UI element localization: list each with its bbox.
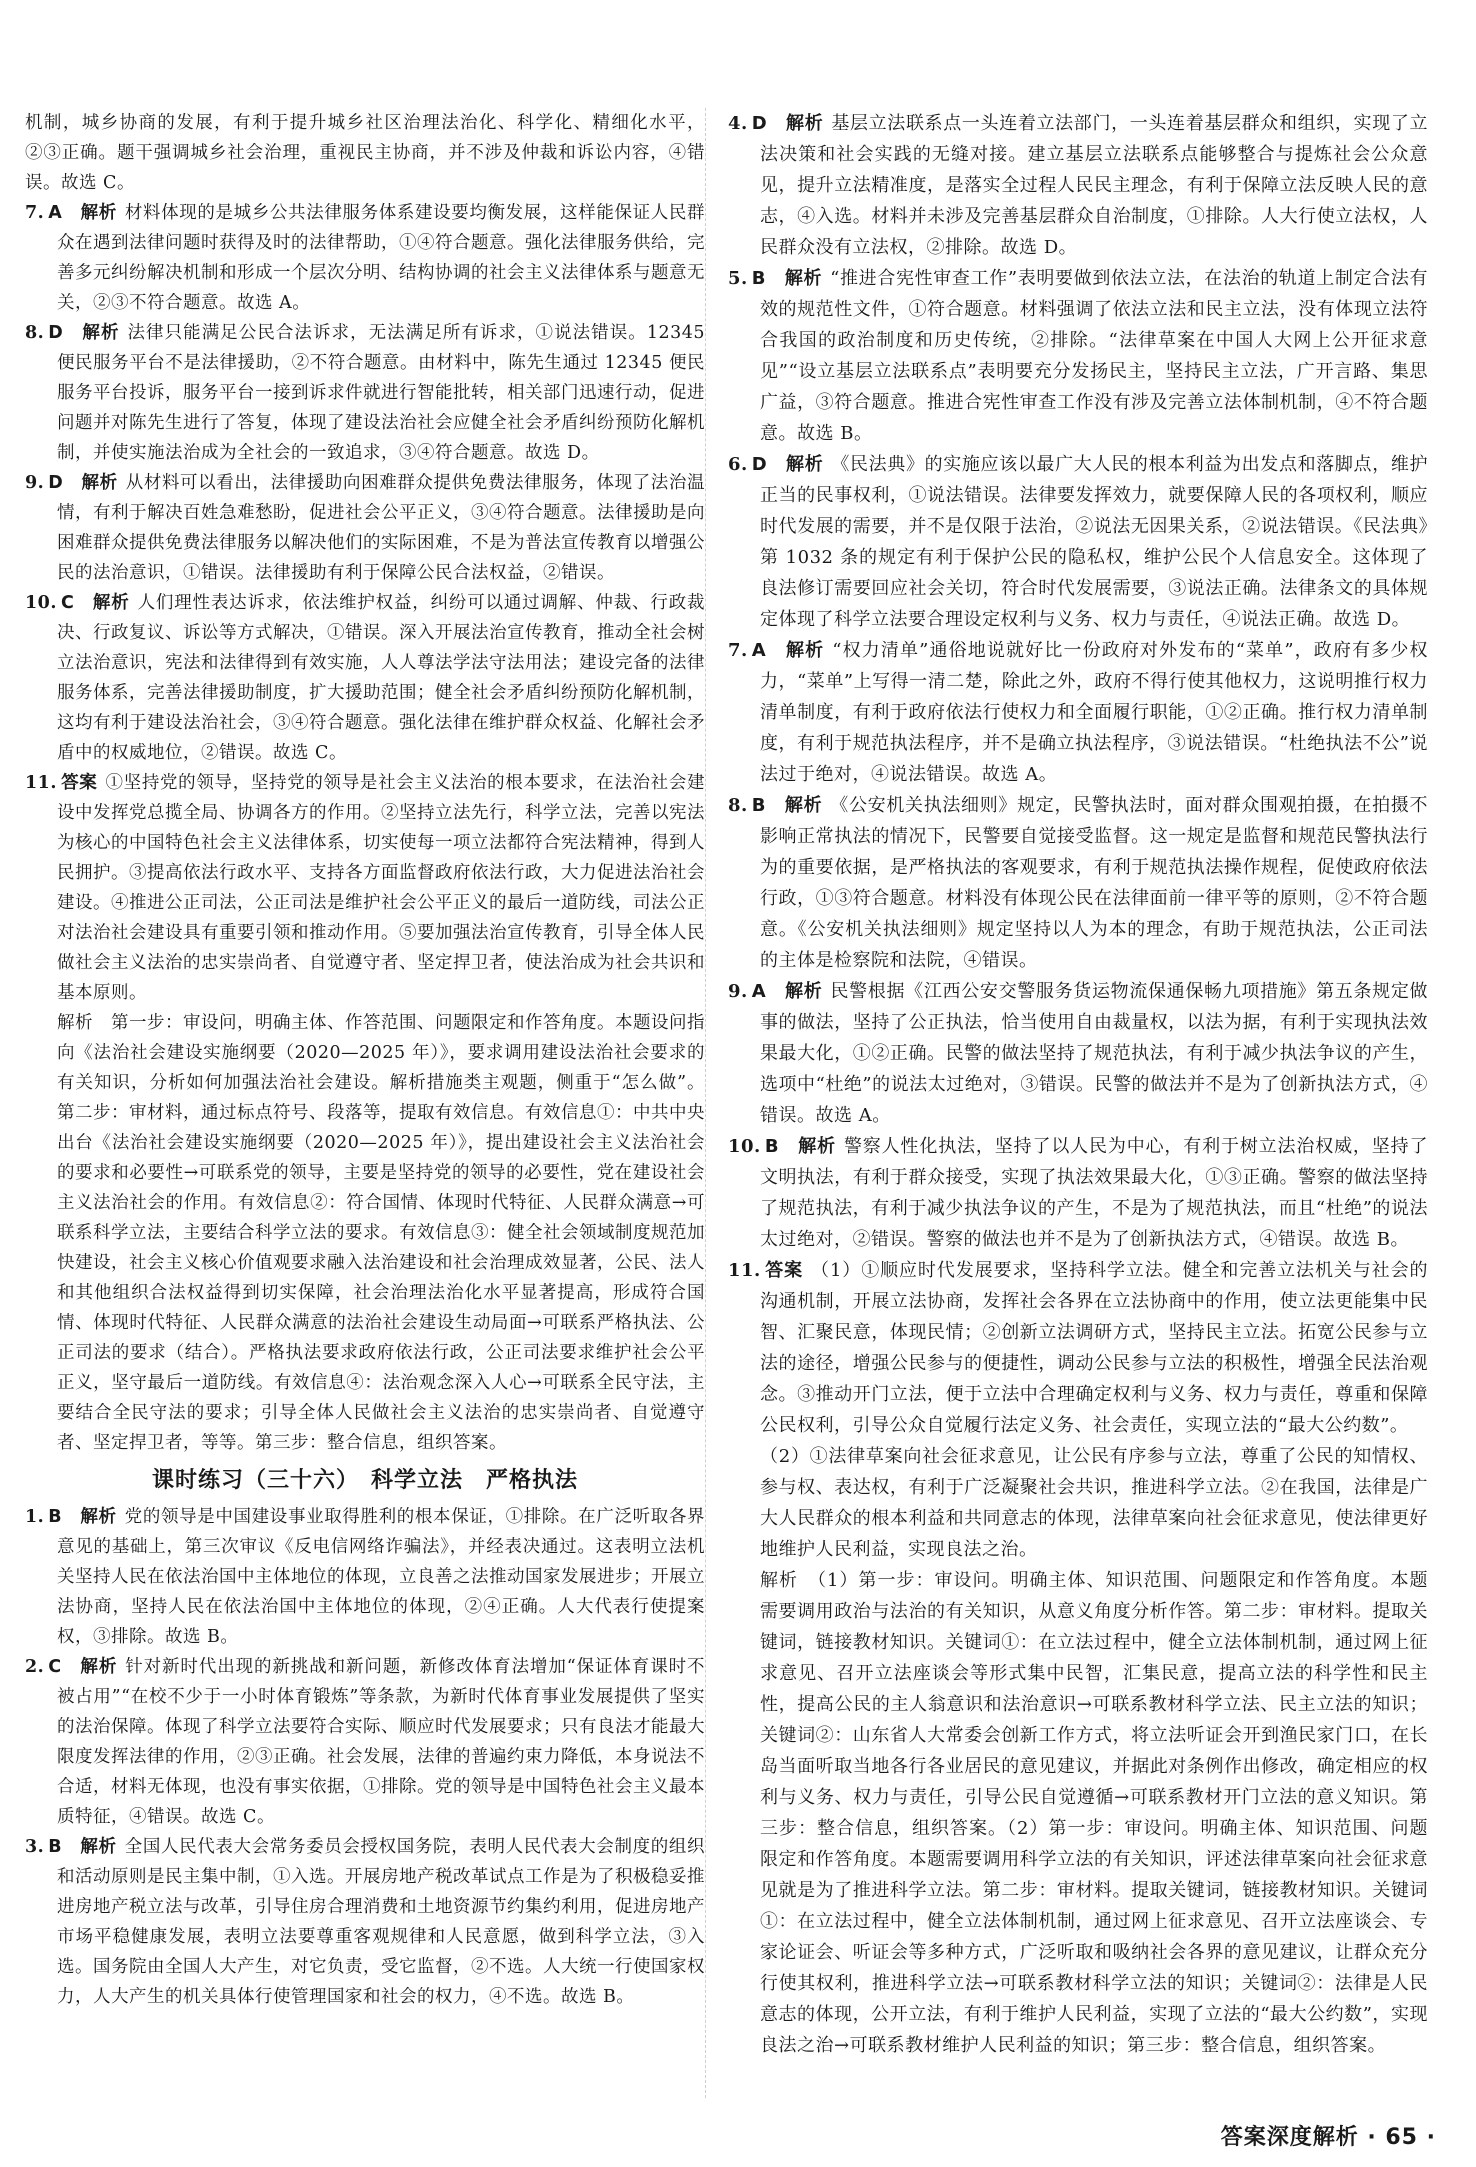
item-number: 8. xyxy=(25,323,45,343)
answer-item xyxy=(25,768,705,1008)
answer-item xyxy=(25,588,705,768)
item-text: 基层立法联系点一头连着立法部门，一头连着基层群众和组织，实现了立法决策和社会实践的无缝对接。建立基层立法联系点能够整合与提炼社会公众意见，提升立法精准度，是落实全过程人民民主理念，有利于保障立法反映人民的意志，④入选。材料并未涉及完善基层群众自治制度，①排除。人大行使立法权，人民群众没有立法权，②排除。故选 D。 xyxy=(760,113,1428,258)
answer-item xyxy=(728,976,1428,1131)
answer-item xyxy=(25,1502,705,1652)
item-tag: C 解析 xyxy=(60,593,130,613)
item-tag: D 解析 xyxy=(48,473,118,493)
item-text: （1）①顺应时代发展要求，坚持科学立法。健全和完善立法机关与社会的沟通机制，开展立法协商，发挥社会各界在立法协商中的作用，使立法更能集中民智、汇聚民意，体现民情；②创新立法调研方式，坚持民主立法。拓宽公民参与立法的途径，增强公民参与的便捷性，调动公民参与立法的积极性，增强全民法治观念。③推动开门立法，便于立法中合理确定权利与义务、权力与责任，尊重和保障公民权利，引导公众自觉履行法定义务、社会责任，实现立法的“最大公约数”。 xyxy=(760,1260,1428,1436)
item-tag: B 解析 xyxy=(48,1507,117,1527)
section-heading: 课时练习（三十六） 科学立法 严格执法 xyxy=(151,1468,578,1493)
column-divider xyxy=(705,108,706,2098)
item-number: 9. xyxy=(25,473,45,493)
answer-item xyxy=(728,635,1428,790)
item-tag: B 解析 xyxy=(751,268,823,289)
item-number: 8. xyxy=(728,795,748,816)
answer-item xyxy=(25,468,705,588)
item-tag: C 解析 xyxy=(48,1657,118,1677)
item-text: 警察人性化执法，坚持了以人民为中心，有利于树立法治权威，坚持了文明执法，有利于群众接受，实现了执法效果最大化，①③正确。警察的做法坚持了规范执法，有利于减少执法争议的产生，不是为了规范执法，而且“杜绝”的说法太过绝对，②错误。警察的做法也并不是为了创新执法方式，④错误。故选 B。 xyxy=(760,1136,1428,1250)
item-number: 10. xyxy=(728,1136,761,1157)
item-number: 3. xyxy=(25,1837,45,1857)
answer-item xyxy=(25,1652,705,1832)
item-number: 10. xyxy=(25,593,57,613)
item-tag: D 解析 xyxy=(751,454,824,475)
item-tag: 答案 xyxy=(60,773,98,793)
item-number: 9. xyxy=(728,981,748,1002)
item-text: “权力清单”通俗地说就好比一份政府对外发布的“菜单”，政府有多少权力，“菜单”上写得一清二楚，除此之外，政府不得行使其他权力，这说明推行权力清单制度，有利于政府依法行使权力和全面履行职能，①②正确。推行权力清单制度，有利于规范执法程序，并不是确立执法程序，③说法错误。“杜绝执法不公”说法过于绝对，④说法错误。故选 A。 xyxy=(760,640,1428,785)
answer-item xyxy=(728,790,1428,976)
item-text: 材料体现的是城乡公共法律服务体系建设要均衡发展，这样能保证人民群众在遇到法律问题时获得及时的法律帮助，①④符合题意。强化法律服务供给，完善多元纠纷解决机制和形成一个层次分明、结构协调的社会主义法律体系与题意无关，②③不符合题意。故选 A。 xyxy=(57,203,705,313)
item-text: 民警根据《江西公安交警服务货运物流保通保畅九项措施》第五条规定做事的做法，坚持了公正执法，恰当使用自由裁量权，以法为据，有利于实现执法效果最大化，①②正确。民警的做法坚持了规范执法，有利于减少执法争议的产生，选项中“杜绝”的说法太过绝对，③错误。民警的做法并不是为了创新执法方式，④错误。故选 A。 xyxy=(760,981,1428,1126)
item-tag: B 解析 xyxy=(764,1136,836,1157)
item-text: 从材料可以看出，法律援助向困难群众提供免费法律服务，体现了法治温情，有利于解决百姓急难愁盼，促进社会公平正义，③④符合题意。法律援助是向困难群众提供免费法律服务以解决他们的实际困难，不是为普法宣传教育以增强公民的法治意识，①错误。法律援助有利于保障公民合法权益，②错误。 xyxy=(57,473,705,583)
item-tag: D 解析 xyxy=(751,113,824,134)
item-number: 7. xyxy=(728,640,748,661)
right-column xyxy=(728,108,1428,2061)
continued-answer: 机制，城乡协商的发展，有利于提升城乡社区治理法治化、科学化、精细化水平，②③正确。题干强调城乡社会治理，重视民主协商，并不涉及仲裁和诉讼内容，④错误。故选 C。 xyxy=(25,113,705,193)
answer-item xyxy=(728,1131,1428,1255)
item-tag: A 解析 xyxy=(751,981,823,1002)
item-text: 党的领导是中国建设事业取得胜利的根本保证，①排除。在广泛听取各界意见的基础上，第三次审议《反电信网络诈骗法》，并经表决通过。这表明立法机关坚持人民在依法治国中主体地位的体现，立良善之法推动国家发展进步；开展立法协商，坚持人民在依法治国中主体地位的体现，②④正确。人大代表行使提案权，③排除。故选 B。 xyxy=(57,1507,706,1647)
item-number: 7. xyxy=(25,203,45,223)
answer-item xyxy=(728,1255,1428,1441)
item-tag: A 解析 xyxy=(751,640,825,661)
item-tag: A 解析 xyxy=(48,203,117,223)
item-tag: B 解析 xyxy=(751,795,823,816)
item-number: 2. xyxy=(25,1657,45,1677)
item-text: 人们理性表达诉求，依法维护权益，纠纷可以通过调解、仲裁、行政裁决、行政复议、诉讼等方式解决，①错误。深入开展法治宣传教育，推动全社会树立法治意识，宪法和法律得到有效实施，人人尊法学法守法用法；建设完备的法律服务体系，完善法律援助制度，扩大援助范围；健全社会矛盾纠纷预防化解机制，这均有利于建设法治社会，③④符合题意。强化法律在维护群众权益、化解社会矛盾中的权威地位，②错误。故选 C。 xyxy=(57,593,706,763)
answer-item xyxy=(25,318,705,468)
answer-item xyxy=(728,108,1428,263)
item-number: 1. xyxy=(25,1507,45,1527)
item-text: 《民法典》的实施应该以最广大人民的根本利益为出发点和落脚点，维护正当的民事权利，①说法错误。法律要发挥效力，就要保障人民的各项权利，顺应时代发展的需要，并不是仅限于法治，②说法无因果关系，②说法错误。《民法典》第 1032 条的规定有利于保护公民的隐私权，维护公民个人信息安全。这体现了良法修订需要回应社会关切，符合时代发展需要，③说法正确。法律条文的具体规定体现了科学立法要合理设定权利与义务、权力与责任，④说法正确。故选 D。 xyxy=(760,454,1428,630)
item-text: “推进合宪性审查工作”表明要做到依法立法，在法治的轨道上制定合法有效的规范性文件，①符合题意。材料强调了依法立法和民主立法，没有体现立法符合我国的政治制度和历史传统，②排除。“法律草案在中国人大网上公开征求意见”“设立基层立法联系点”表明要充分发扬民主，坚持民主立法，广开言路、集思广益，③符合题意。推进合宪性审查工作没有涉及完善立法体制机制，④不符合题意。故选 B。 xyxy=(760,268,1428,444)
item-number: 5. xyxy=(728,268,748,289)
item-number: 6. xyxy=(728,454,748,475)
analysis-text: 解析 （1）第一步：审设问。明确主体、知识范围、问题限定和作答角度。本题需要调用政治与法治的有关知识，从意义角度分析作答。第二步：审材料。提取关键词，链接教材知识。关键词①：在立法过程中，健全立法体制机制，通过网上征求意见、召开立法座谈会等形式集中民智，汇集民意，提高立法的科学性和民主性，提高公民的主人翁意识和法治意识→可联系教材科学立法、民主立法的知识；关键词②：山东省人大常委会创新工作方式，将立法听证会开到渔民家门口，在长岛当面听取当地各行各业居民的意见建议，并据此对条例作出修改，确定相应的权利与义务、权力与责任，引导公民自觉遵循→可联系教材开门立法的意义知识。第三步：整合信息，组织答案。（2）第一步：审设问。明确主体、知识范围、问题限定和作答角度。本题需要调用科学立法的有关知识，评述法律草案向社会征求意见就是为了推进科学立法。第二步：审材料。提取关键词，链接教材知识。关键词①：在立法过程中，健全立法体制机制，通过网上征求意见、召开立法座谈会、专家论证会、听证会等多种方式，广泛听取和吸纳社会各界的意见建议，让群众充分行使其权利，推进科学立法→可联系教材科学立法的知识；关键词②：法律是人民意志的体现，公开立法，有利于维护人民利益，实现了立法的“最大公约数”，实现良法之治→可联系教材维护人民利益的知识；第三步：整合信息，组织答案。 xyxy=(760,1570,1428,2056)
item-number: 4. xyxy=(728,113,748,134)
item-text: 法律只能满足公民合法诉求，无法满足所有诉求，①说法错误。12345 便民服务平台不是法律援助，②不符合题意。由材料中，陈先生通过 12345 便民服务平台投诉，服务平台一接到诉求件就进行智能批转，相关部门迅速行动，促进问题并对陈先生进行了答复，体现了建设法治社会应健全社会矛盾纠纷预防化解机制，并使实施法治成为全社会的一致追求，③④符合题意。故选 D。 xyxy=(57,323,705,463)
answer-item xyxy=(728,449,1428,635)
item-tag: 答案 xyxy=(764,1260,804,1281)
item-text: 针对新时代出现的新挑战和新问题，新修改体育法增加“保证体育课时不被占用”“在校不少于一小时体育锻炼”等条款，为新时代体育事业发展提供了坚实的法治保障。体现了科学立法要符合实际、顺应时代发展要求；只有良法才能最大限度发挥法律的作用，②③正确。社会发展，法律的普遍约束力降低，本身说法不合适，材料无体现，也没有事实依据，①排除。党的领导是中国特色社会主义最本质特征，④错误。故选 C。 xyxy=(57,1657,705,1827)
answer-part-2: （2）①法律草案向社会征求意见，让公民有序参与立法，尊重了公民的知情权、参与权、表达权，有利于广泛凝聚社会共识，推进科学立法。②在我国，法律是广大人民群众的根本利益和共同意志的体现，法律草案向社会征求意见，使法律更好地维护人民利益，实现良法之治。 xyxy=(760,1446,1428,1560)
page-footer: 答案深度解析 · 65 · xyxy=(1220,2125,1436,2150)
item-number: 11. xyxy=(728,1260,761,1281)
left-column xyxy=(25,108,705,2012)
answer-item xyxy=(25,1832,705,2012)
item-number: 11. xyxy=(25,773,57,793)
item-tag: B 解析 xyxy=(48,1837,117,1857)
item-text: 《公安机关执法细则》规定，民警执法时，面对群众围观拍摄，在拍摄不影响正常执法的情况下，民警要自觉接受监督。这一规定是监督和规范民警执法行为的重要依据，是严格执法的客观要求，有利于规范执法操作规程，促使政府依法行政，①③符合题意。材料没有体现公民在法律面前一律平等的原则，②不符合题意。《公安机关执法细则》规定坚持以人为本的理念，有助于规范执法，公正司法的主体是检察院和法院，④错误。 xyxy=(760,795,1428,971)
answer-item xyxy=(728,263,1428,449)
item-text: ①坚持党的领导，坚持党的领导是社会主义法治的根本要求，在法治社会建设中发挥党总揽全局、协调各方的作用。②坚持立法先行，科学立法，完善以宪法为核心的中国特色社会主义法律体系，切实使每一项立法都符合宪法精神，得到人民拥护。③提高依法行政水平、支持各方面监督政府依法行政，大力促进法治社会建设。④推进公正司法，公正司法是维护社会公平正义的最后一道防线，司法公正对法治社会建设具有重要引领和推动作用。⑤要加强法治宣传教育，引导全体人民做社会主义法治的忠实崇尚者、自觉遵守者、坚定捍卫者，使法治成为社会共识和基本原则。 xyxy=(57,773,706,1003)
item-text: 全国人民代表大会常务委员会授权国务院，表明人民代表大会制度的组织和活动原则是民主集中制，①入选。开展房地产税改革试点工作是为了积极稳妥推进房地产税立法与改革，引导住房合理消费和土地资源节约集约利用，促进房地产市场平稳健康发展，表明立法要尊重客观规律和人民意愿，做到科学立法，③入选。国务院由全国人大产生，对它负责，受它监督，②不选。人大统一行使国家权力，人大产生的机关具体行使管理国家和社会的权力，④不选。故选 B。 xyxy=(57,1837,706,2007)
answer-item xyxy=(25,198,705,318)
analysis-text: 解析 第一步：审设问，明确主体、作答范围、问题限定和作答角度。本题设问指向《法治社会建设实施纲要（2020—2025 年）》，要求调用建设法治社会要求的有关知识，分析如何加强法治社会建设。解析措施类主观题，侧重于“怎么做”。第二步：审材料，通过标点符号、段落等，提取有效信息。有效信息①：中共中央出台《法治社会建设实施纲要（2020—2025 年）》，提出建设社会主义法治社会的要求和必要性→可联系党的领导，主要是坚持党的领导的必要性，党在建设社会主义法治社会的作用。有效信息②：符合国情、体现时代特征、人民群众满意→可联系科学立法，主要结合科学立法的要求。有效信息③：健全社会领域制度规范加快建设，社会主义核心价值观要求融入法治建设和社会治理成效显著，公民、法人和其他组织合法权益得到切实保障，社会治理法治化水平显著提高，形成符合国情、体现时代特征、人民群众满意的法治社会建设生动局面→可联系严格执法、公正司法的要求（结合）。严格执法要求政府依法行政，公正司法要求维护社会公平正义，坚守最后一道防线。有效信息④：法治观念深入人心→可联系全民守法，主要结合全民守法的要求；引导全体人民做社会主义法治的忠实崇尚者、自觉遵守者、坚定捍卫者，等等。第三步：整合信息，组织答案。 xyxy=(57,1013,705,1453)
item-tag: D 解析 xyxy=(48,323,120,343)
